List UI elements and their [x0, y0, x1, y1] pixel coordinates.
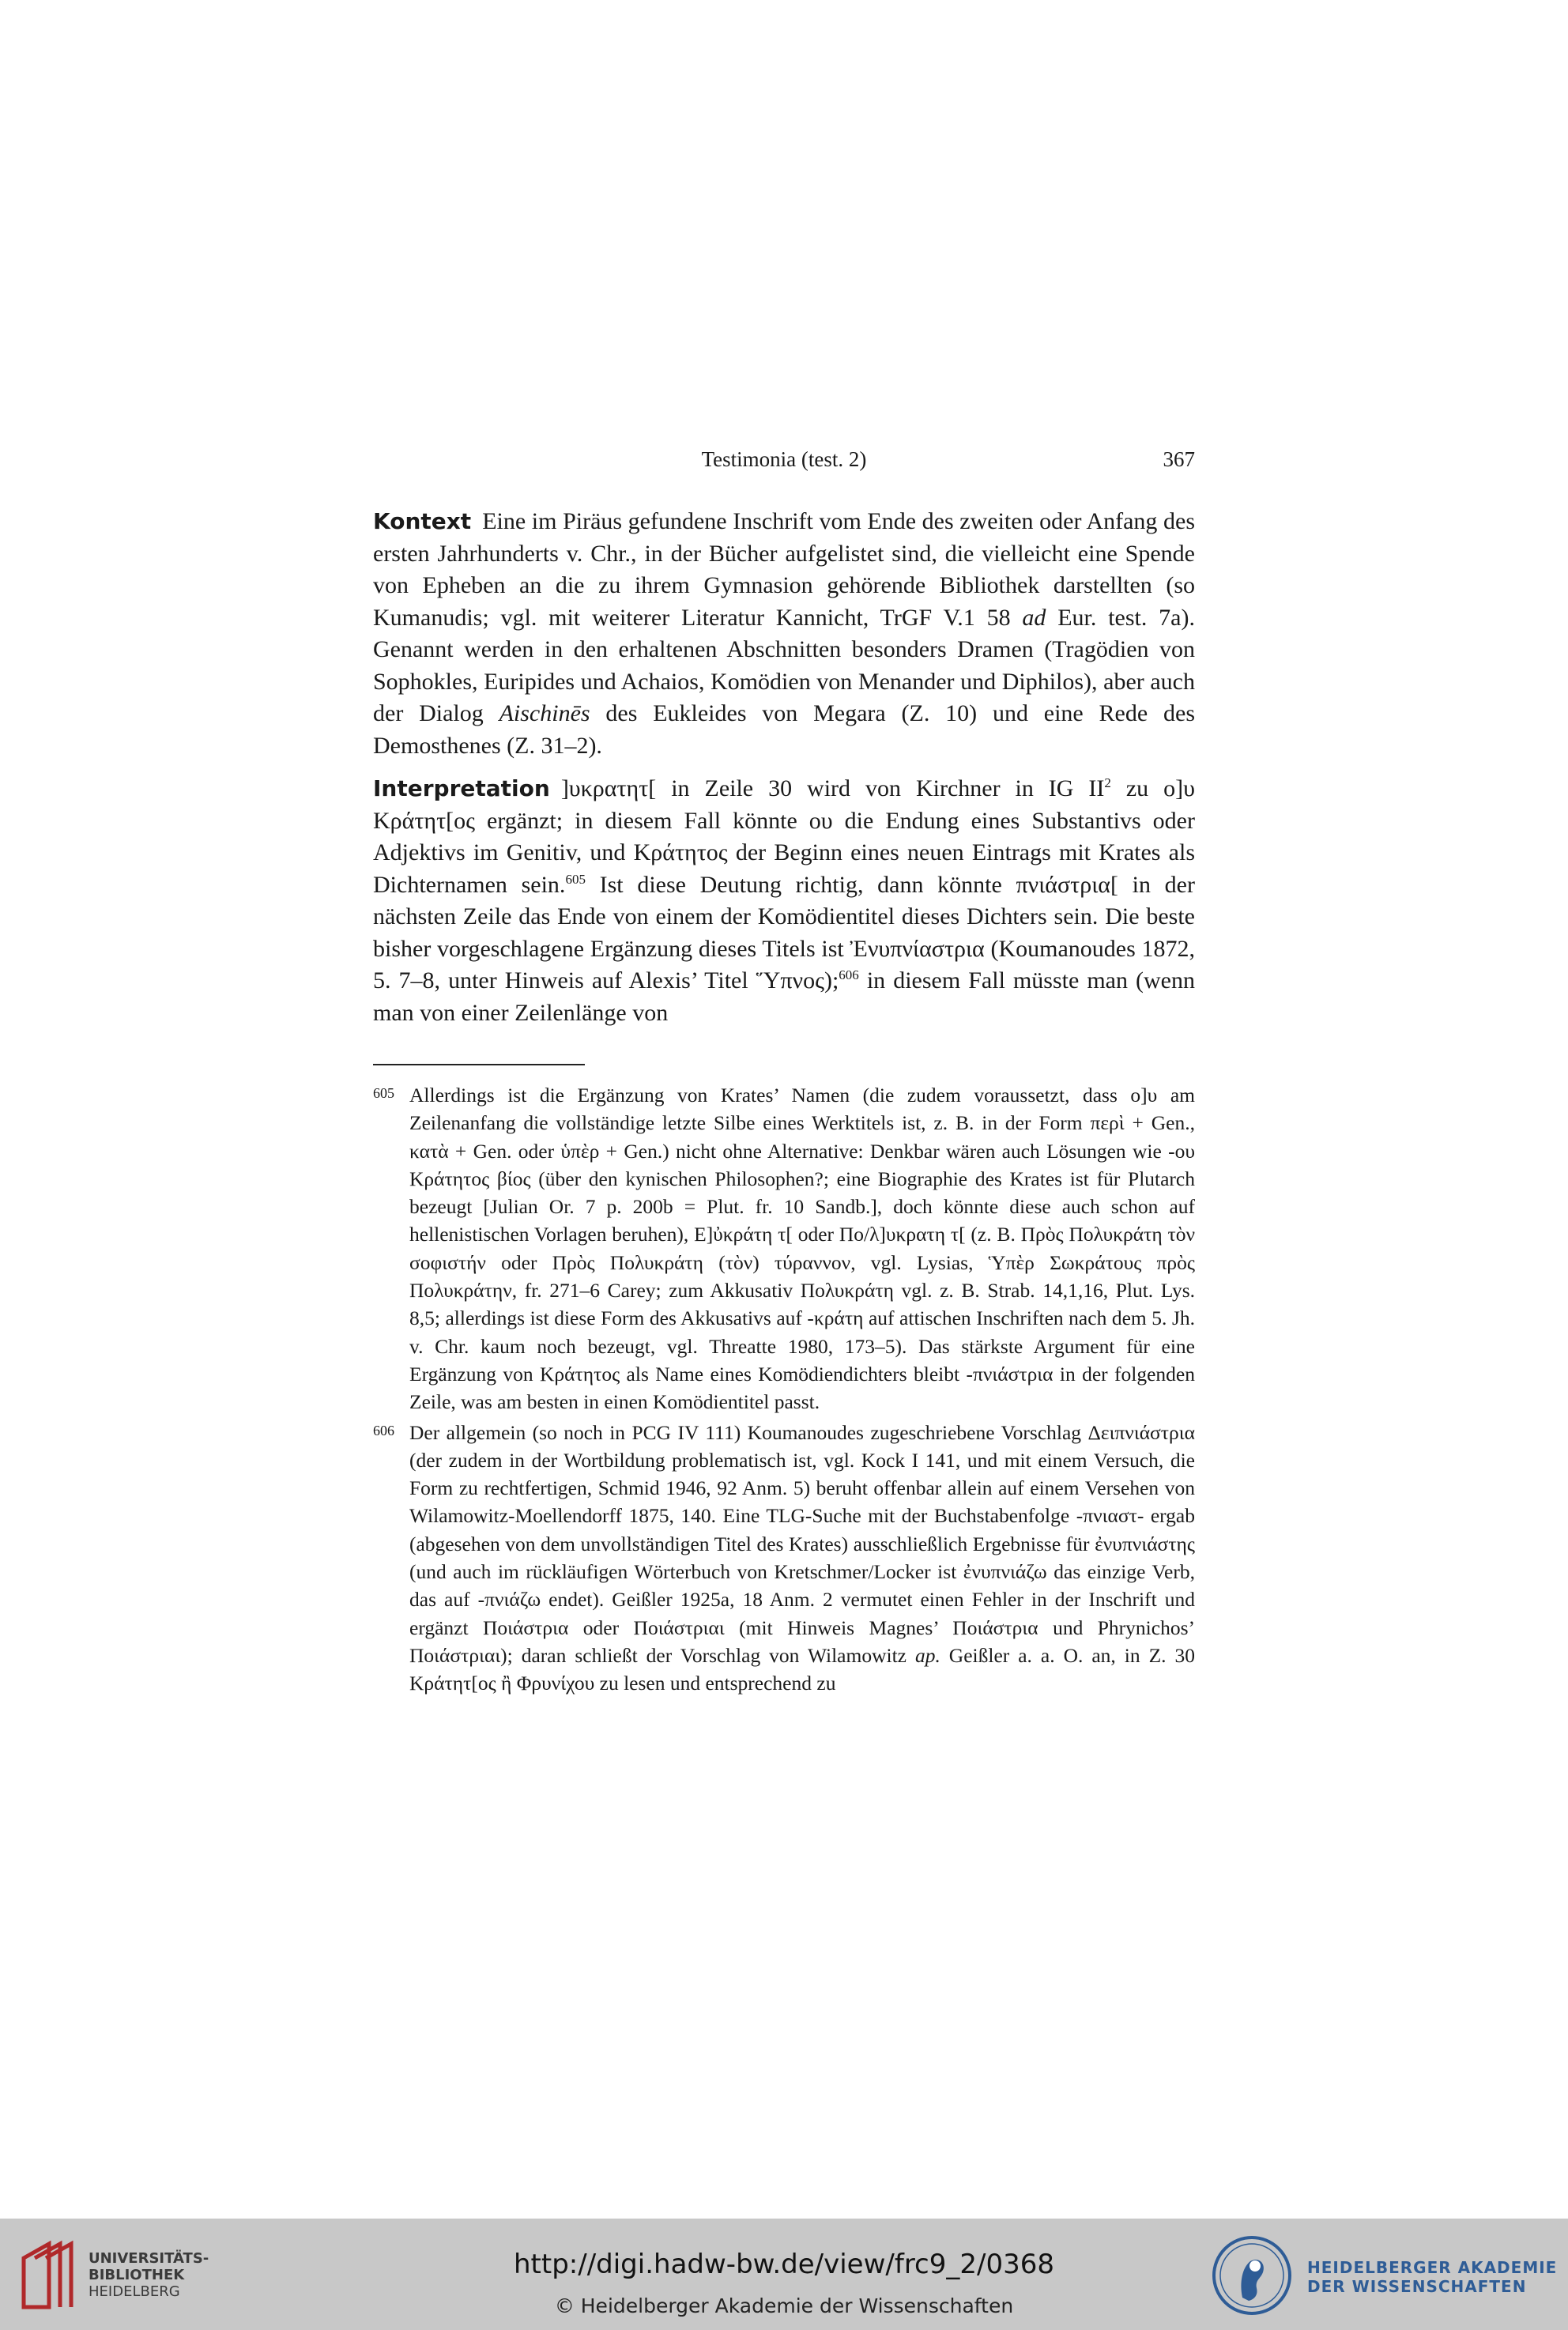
footnote-divider: [373, 1064, 585, 1065]
footnote-605: [373, 1081, 1195, 1416]
footnotes: [373, 1081, 1195, 1700]
university-library-name: UNIVERSITÄTS- BIBLIOTHEK HEIDELBERG: [89, 2250, 209, 2300]
running-head: [373, 447, 1195, 479]
main-text: [373, 506, 1195, 1040]
viewer-footer: [0, 2219, 1568, 2330]
interpretation-label: Interpretation: [373, 775, 550, 801]
running-head-title: Testimonia (test. 2): [701, 447, 867, 471]
footnote-ref-606[interactable]: 606: [839, 967, 859, 982]
footnote-ref-605[interactable]: 605: [565, 871, 586, 887]
footnote-text: Allerdings ist die Ergänzung von Krates’ Namen (die zudem voraussetzt, dass ο]υ am Zeilenanfang die vollständige letzte Silbe eines Werktitels ist, z. B. in der Form περὶ + Gen., κατὰ + Gen. oder ὑπὲρ + Gen.) nicht ohne Alternative: Denkbar wären auch Lösungen wie -ου Κράτητος βίος (über den kynischen Philosophen?; eine Biographie des Krates ist für Plutarch bezeugt [Julian Or. 7 p. 200b = Plut. fr. 10 Sandb.], doch könnte diese auch schon auf hellenistischen Vorlagen beruhen), Ε]ὐκράτη τ[ oder Πο/λ]υκρατη τ[ (z. B. Πρὸς Πολυκράτη τὸν σοφιστήν oder Πρὸς Πολυκράτη (τὸν) τύραννον, vgl. Lysias, Ὑπὲρ Σωκράτους πρὸς Πολυκράτην, fr. 271–6 Carey; zum Akkusativ Πολυκράτη vgl. z. B. Strab. 14,1,16, Plut. Lys. 8,5; allerdings ist diese Form des Akkusativs auf -κράτη auf attischen Inschriften nach dem 5. Jh. v. Chr. kaum noch bezeugt, vgl. Threatte 1980, 173–5). Das stärkste Argument für eine Ergänzung von Κράτητος als Name eines Komödiendichters bleibt -πνιάστρια in der folgenden Zeile, was am besten in einen Komödientitel passt.: [409, 1084, 1195, 1414]
kontext-label: Kontext: [373, 508, 472, 534]
page-number: 367: [1163, 447, 1195, 471]
footnote-number: 605: [373, 1085, 394, 1101]
interpretation-paragraph: Interpretation ]υκρατητ[ in Zeile 30 wird von Kirchner in IG $II^2$ zu ο]υ Κράτητ[ος ergänzt; in diesem Fall könnte ου die Endung eines Substantivs oder Adjektivs im Genitiv, und Κράτητος der Beginn eines neuen Eintrags mit Krates als Dichternamen sein.$^{605}$ Ist diese Deutung richtig, dann könnte πνιάστρια[ in der nächsten Zeile das Ende von einem der Komödientitel dieses Dichters sein. Die beste bisher vorgeschlagene Ergänzung dieses Titels ist Ἐνυπνίαστρια (Koumanoudes 1872, 5. 7–8, unter Hinweis auf Alexis’ Titel Ὕπνος);$^{606}$ in diesem Fall müsste man (wenn man von einer Zeilenlänge von: [373, 775, 1195, 1026]
academy-seal-icon[interactable]: [1211, 2234, 1293, 2321]
permalink-url[interactable]: http://digi.hadw-bw.de/view/frc9_2/0368: [514, 2249, 1054, 2280]
footnote-number: 606: [373, 1422, 394, 1438]
footnote-606: 606 Der allgemein (so noch in PCG IV 111) Koumanoudes zugeschriebene Vorschlag Δειπνιάστρια (der zudem in der Wortbildung problematisch ist, vgl. Kock I 141, und mit einem Versuch, die Form zu rechtfertigen, Schmid 1946, 92 Anm. 5) beruht offenbar allein auf einem Versehen von Wilamowitz-Moellendorff 1875, 140. Eine TLG-Suche mit der Buchstabenfolge -πνιαστ- ergab (abgesehen von dem unvollständigen Titel des Krates) ausschließlich Ergebnisse für ἐνυπνιάστης (und auch im rückläufigen Wörterbuch von Kretschmer/Locker ist ἐνυπνιάζω das einzige Verb, das auf -πνιάζω endet). Geißler 1925a, 18 Anm. 2 vermutet einen Fehler in der Inschrift und ergänzt Ποιάστρια oder Ποιάστριαι (mit Hinweis Magnes’ Ποιάστρια und Phrynichos’ Ποιάστριαι); daran schließt der Vorschlag von Wilamowitz ap. Geißler a. a. O. an, in Z. 30 Κράτητ[ος ἢ Φρυνίχου zu lesen und entsprechend zu: [373, 1419, 1195, 1698]
kontext-paragraph: Kontext Eine im Piräus gefundene Inschrift vom Ende des zweiten oder Anfang des ersten Jahrhunderts v. Chr., in der Bücher aufgelistet sind, die vielleicht eine Spende von Epheben an die zu ihrem Gymnasion gehörende Bibliothek darstellten (so Kumanudis; vgl. mit weiterer Literatur Kannicht, TrGF V.1 58 ad Eur. test. 7a). Genannt werden in den erhaltenen Abschnitten besonders Dramen (Tragödien von Sophokles, Euripides und Achaios, Komödien von Menander und Diphilos), aber auch der Dialog Aischinēs des Eukleides von Megara (Z. 10) und eine Rede des Demosthenes (Z. 31–2).: [373, 508, 1195, 759]
copyright-notice: © Heidelberger Akademie der Wissenschaften: [554, 2294, 1014, 2317]
academy-name: HEIDELBERGER AKADEMIE DER WISSENSCHAFTEN: [1307, 2258, 1558, 2296]
